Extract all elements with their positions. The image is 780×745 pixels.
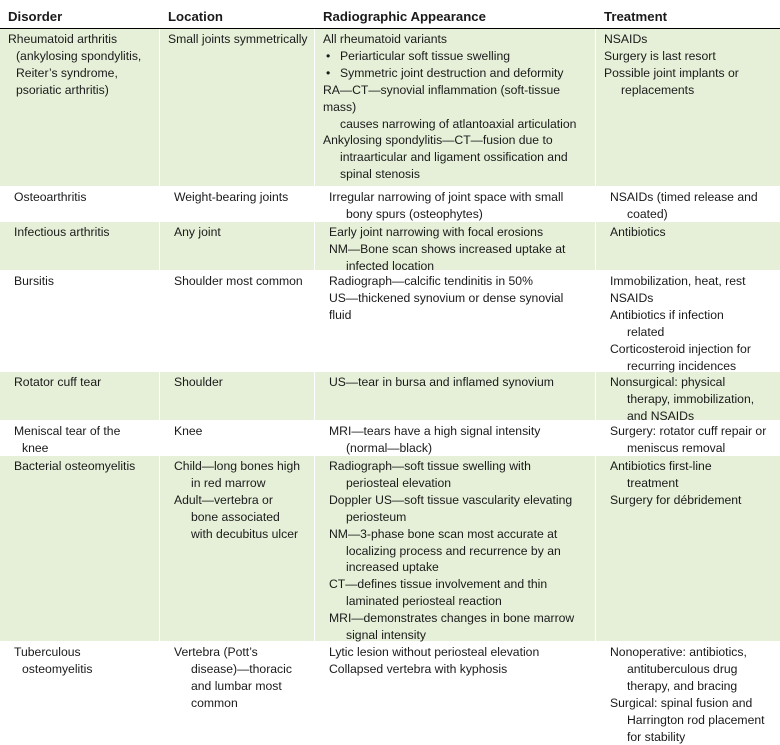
disorder-detail: Reiter’s syndrome, — [16, 65, 118, 80]
disorder-name: Bursitis — [14, 274, 54, 288]
treatment-cell: Nonsurgical: physical therapy, immobilization, and NSAIDs — [610, 375, 755, 423]
disorder-cell — [0, 456, 160, 644]
location-cell — [160, 222, 315, 275]
treatment-entry: Possible joint implants or replacements — [604, 65, 739, 97]
table-row — [0, 222, 780, 271]
appearance-cell: Irregular narrowing of joint space with small bony spurs (osteophytes) — [315, 187, 596, 223]
location-text: Weight-bearing joints — [174, 190, 289, 204]
table-row — [0, 456, 780, 642]
table-row — [0, 271, 780, 372]
appearance-intro: All rheumatoid variants — [323, 32, 447, 46]
table-row — [0, 642, 780, 744]
location-cell — [160, 372, 315, 425]
disorder-detail: psoriatic arthritis) — [16, 82, 109, 97]
location-cell — [160, 271, 315, 374]
disorder-cell — [0, 187, 160, 223]
appearance-cell: US—tear in bursa and inflamed synovium — [315, 372, 596, 425]
disorder-cell — [0, 372, 160, 425]
location-cell: Child—long bones high in red marrow Adult—vertebra or bone associated with decubitus ulcer — [160, 456, 315, 644]
appearance-cell: Lytic lesion without periosteal elevation Collapsed vertebra with kyphosis — [315, 642, 596, 745]
appearance-cell: MRI—tears have a high signal intensity (normal—black) — [315, 421, 596, 457]
treatment-cell: NSAIDs (timed release and coated) — [610, 190, 758, 221]
disorder-name: Rheumatoid arthritis — [8, 32, 118, 46]
bullet-icon: • — [326, 65, 331, 80]
disorder-name: Meniscal tear of the — [14, 424, 121, 438]
table-row — [0, 421, 780, 456]
treatment-cell: Nonoperative: antibiotics, antituberculous drug therapy, and bracing Surgical: spinal fusion and Harrington rod placement for stability — [610, 645, 765, 744]
location-text: Shoulder — [174, 375, 223, 389]
table-row — [0, 187, 780, 222]
treatment-text: NSAIDs — [604, 32, 648, 46]
table-header — [0, 0, 780, 29]
appearance-cell: Early joint narrowing with focal erosions NM—Bone scan shows increased uptake at infected location — [315, 222, 596, 275]
disorder-name: Bacterial osteomyelitis — [14, 459, 136, 473]
disorder-cell — [0, 29, 160, 186]
header-location: Location — [168, 9, 223, 24]
appearance-bullet: • Periarticular soft tissue swelling — [326, 48, 511, 63]
appearance-bullet: • Symmetric joint destruction and deformity — [326, 65, 564, 80]
disorder-cell — [0, 222, 160, 275]
disorder-cell — [0, 271, 160, 374]
disorder-cell: Tuberculous osteomyelitis — [0, 642, 160, 745]
disorder-name: Osteoarthritis — [14, 190, 87, 204]
location-text: Small joints symmetrically — [168, 32, 308, 46]
location-text: Shoulder most common — [174, 274, 303, 288]
disorder-name: Infectious arthritis — [14, 225, 110, 239]
location-cell — [160, 421, 315, 457]
table-row — [0, 29, 780, 187]
header-treatment: Treatment — [604, 9, 668, 24]
disorder-name: Rotator cuff tear — [14, 375, 102, 389]
location-text: Knee — [174, 424, 203, 438]
disorder-name: Tuberculous — [14, 645, 81, 659]
disorder-cell: Meniscal tear of the knee — [0, 421, 160, 457]
location-text: Any joint — [174, 225, 221, 239]
bullet-icon: • — [326, 48, 331, 63]
treatment-cell: Antibiotics — [610, 225, 666, 239]
treatment-cell: Surgery: rotator cuff repair or meniscus removal — [610, 424, 767, 455]
appearance-entry: RA—CT—synovial inflammation (soft-tissue mass) causes narrowing of atlantoaxial articulation — [323, 82, 577, 131]
appearance-entry: Ankylosing spondylitis—CT—fusion due to intraarticular and ligament ossification and spinal stenosis — [323, 133, 568, 182]
disorder-detail: (ankylosing spondylitis, — [16, 48, 142, 63]
appearance-cell: Radiograph—soft tissue swelling with periosteal elevation Doppler US—soft tissue vascularity elevating periosteum NM—3-phase bone scan most accurate at localizing process and recurrence by an increased uptake CT—defines tissue involvement and thin laminated periosteal reaction MRI—demonstrates changes in bone marrow signal intensity — [315, 456, 596, 644]
header-disorder: Disorder — [8, 9, 63, 24]
header-appearance: Radiographic Appearance — [323, 9, 486, 24]
treatment-cell: Antibiotics first-line treatment Surgery for débridement — [610, 459, 742, 507]
treatment-cell — [596, 29, 780, 186]
table-row — [0, 372, 780, 421]
appearance-cell: Radiograph—calcific tendinitis in 50% US—thickened synovium or dense synovial fluid — [315, 271, 596, 374]
location-cell — [160, 187, 315, 223]
appearance-cell — [315, 29, 596, 186]
treatment-text: Surgery is last resort — [604, 48, 716, 63]
treatment-cell: Immobilization, heat, rest NSAIDs Antibiotics if infection related Corticosteroid injection for recurring incidences — [610, 274, 751, 373]
location-cell — [160, 29, 315, 186]
location-cell: Vertebra (Pott’s disease)—thoracic and lumbar most common — [160, 642, 315, 745]
